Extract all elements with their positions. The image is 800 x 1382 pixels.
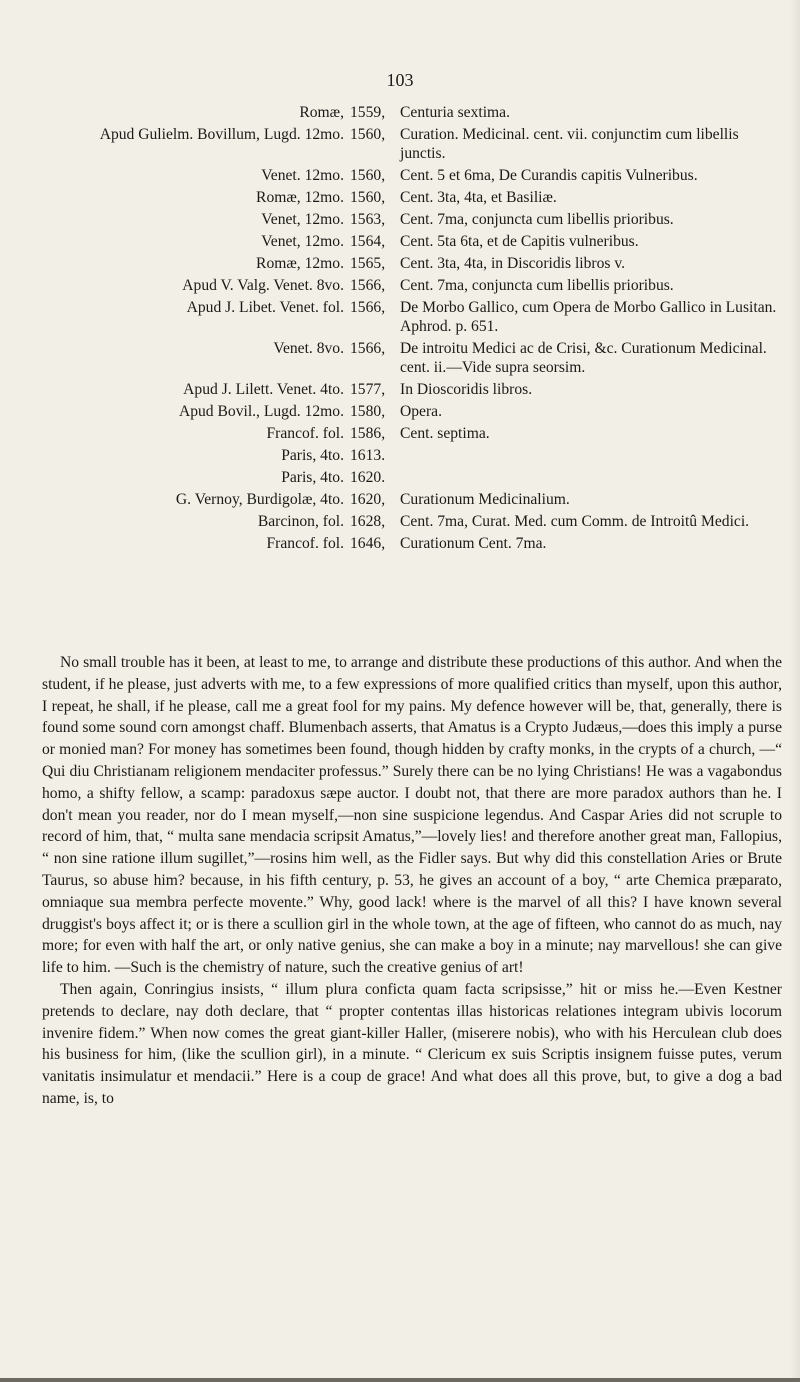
entry-description: Curation. Medicinal. cent. vii. conjunctim cum libellis junctis. [400,126,739,162]
bibliography-entry [42,468,782,487]
entry-publisher: Paris, 4to. [281,469,344,486]
page-bottom-edge [0,1378,800,1382]
body-text [42,652,782,1110]
entry-description: Cent. 7ma, conjuncta cum libellis prioribus. [400,277,674,294]
entry-year: 1560, [350,126,386,143]
bibliography-entry [42,188,782,207]
bibliography-entry [42,380,782,399]
entry-year: 1620, [350,491,386,508]
entry-publisher: Venet. 12mo. [261,167,344,184]
entry-year: 1560, [350,189,386,206]
entry-description: Curationum Cent. 7ma. [400,535,547,552]
entry-description: In Dioscoridis libros. [400,381,533,398]
bibliography-entry [42,402,782,421]
entry-publisher: Apud J. Lilett. Venet. 4to. [183,381,344,398]
entry-publisher: G. Vernoy, Burdigolæ, 4to. [175,491,344,508]
page-edge-shadow [790,0,800,1382]
entry-description: Cent. 7ma, Curat. Med. cum Comm. de Introitû Medici. [400,513,750,530]
bibliography-entry [42,254,782,273]
entry-publisher: Apud V. Valg. Venet. 8vo. [182,277,344,294]
entry-publisher: Romæ, 12mo. [256,189,344,206]
entry-year: 1566, [350,299,386,316]
bibliography-entry [42,166,782,185]
page-number: 103 [386,70,414,90]
entry-publisher: Romæ, [299,104,344,121]
bibliography-entry [42,512,782,531]
bibliography-entry [42,276,782,295]
entry-description: Cent. 5ta 6ta, et de Capitis vulneribus. [400,233,639,250]
paragraph: No small trouble has it been, at least to me, to arrange and distribute these productions of this author. And when the student, if he please, just adverts with me, to a few expressions of more qualified critics than myself, upon this author, I repeat, he shall, if he please, call me a great fool for my pains. My defence however will be, that, generally, there is found some sound corn amongst chaff. Blumenbach asserts, that Amatus is a Crypto Judæus,—does this imply a purse or monied man? For money has sometimes been found, though hidden by crafty monks, in the crypts of a church, —“ Qui diu Christianam religionem mendaciter professus.” Surely there can be no lying Christians! He was a vagabondus homo, a shifty fellow, a scamp: paradoxus sæpe auctor. I doubt not, that there are more paradox authors than he. I don't mean you reader, nor do I mean myself,—non sine suspicione legendus. And Caspar Aries did not scruple to record of him, that, “ multa sane mendacia scripsit Amatus,”—lovely lies! and therefore another great man, Fallopius, “ non sine ratione illum sugillet,”—rosins him well, as the Fidler says. But why did this constellation Aries or Brute Taurus, so abuse him? because, in his fifth century, p. 53, he gives an account of a boy, “ arte Chemica præparato, omniaque sua membra perfecte movente.” Why, good lack! where is the marvel of all this? I have known several druggist's boys affect it; or is there a scullion girl in the whole town, at the age of fifteen, who cannot do as much, nay more; for even with half the art, or only native genius, she can make a boy in a minute; nay marvellous! she can give life to him. —Such is the chemistry of nature, such the creative genius of art! [42,654,782,977]
entry-year: 1577, [350,381,386,398]
entry-year: 1560, [350,167,386,184]
entry-description: Cent. 3ta, 4ta, et Basiliæ. [400,189,557,206]
entry-year: 1646, [350,535,386,552]
bibliography-entry [42,298,782,336]
entry-year: 1563, [350,211,386,228]
bibliography-entry [42,210,782,229]
entry-publisher: Apud Gulielm. Bovillum, Lugd. 12mo. [99,126,344,143]
entry-year: 1565, [350,255,386,272]
bibliography-entry [42,125,782,163]
entry-description: Centuria sextima. [400,104,510,121]
entry-publisher: Venet. 8vo. [273,340,344,357]
entry-publisher: Venet, 12mo. [261,233,344,250]
entry-year: 1564, [350,233,386,250]
bibliography-entry [42,424,782,443]
entry-publisher: Apud J. Libet. Venet. fol. [186,299,344,316]
entry-year: 1566, [350,340,386,357]
entry-year: 1586, [350,425,386,442]
entry-year: 1613. [350,447,386,464]
entry-year: 1628, [350,513,386,530]
entry-year: 1566, [350,277,386,294]
bibliography-entry [42,490,782,509]
entry-description: De Morbo Gallico, cum Opera de Morbo Gallico in Lusitan. Aphrod. p. 651. [400,299,777,335]
entry-publisher: Paris, 4to. [281,447,344,464]
paragraph: Then again, Conringius insists, “ illum plura conficta quam facta scripsisse,” hit or miss he.—Even Kestner pretends to declare, nay doth declare, that “ propter contentas illas historicas relationes integram ubivis locorum invenire fidem.” When now comes the great giant-killer Haller, (miserere nobis), who with his Herculean club does his business for him, (like the scullion girl), in a minute. “ Clericum ex suis Scriptis insignem fuisse putes, verum vanitatis insimulatur et mendacii.” Here is a coup de grace! And what does all this prove, but, to give a dog a bad name, is, to [42,980,782,1107]
entry-publisher: Francof. fol. [266,535,344,552]
entry-publisher: Francof. fol. [266,425,344,442]
entry-description: Cent. septima. [400,425,490,442]
entry-description: De introitu Medici ac de Crisi, &c. Curationum Medicinal. cent. ii.—Vide supra seorsim. [400,340,767,376]
bibliography-entry [42,339,782,377]
entry-description: Cent. 3ta, 4ta, in Discoridis libros v. [400,255,626,272]
entry-publisher: Apud Bovil., Lugd. 12mo. [178,403,344,420]
entry-publisher: Venet, 12mo. [261,211,344,228]
entry-description: Curationum Medicinalium. [400,491,570,508]
entry-publisher: Romæ, 12mo. [256,255,344,272]
bibliography-list [42,103,782,553]
entry-description: Opera. [400,403,442,420]
entry-year: 1559, [350,104,386,121]
bibliography-entry [42,232,782,251]
entry-year: 1620. [350,469,386,486]
entry-description: Cent. 7ma, conjuncta cum libellis prioribus. [400,211,674,228]
bibliography-entry [42,103,782,122]
entry-publisher: Barcinon, fol. [257,513,344,530]
entry-description: Cent. 5 et 6ma, De Curandis capitis Vulneribus. [400,167,698,184]
entry-year: 1580, [350,403,386,420]
bibliography-entry [42,446,782,465]
bibliography-entry [42,534,782,553]
